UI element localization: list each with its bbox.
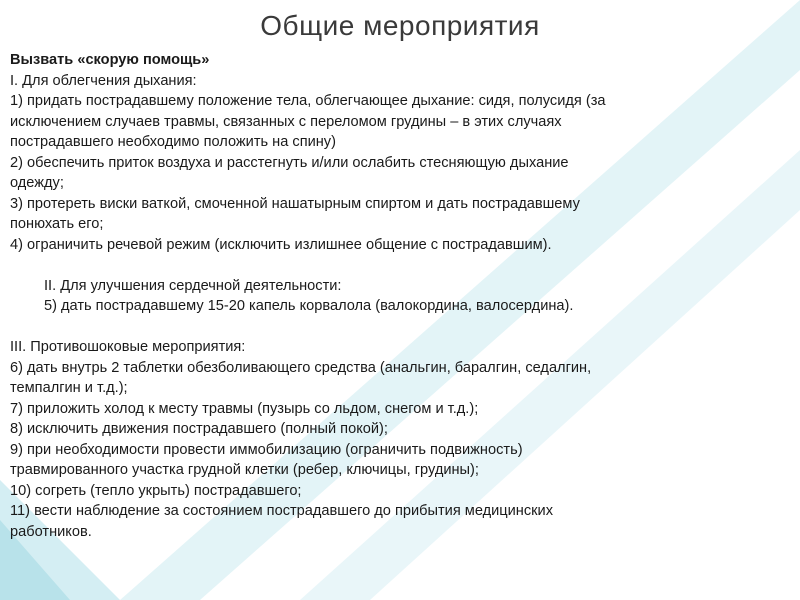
spacer (10, 255, 780, 276)
section-3-line: 8) исключить движения пострадавшего (полный покой); (10, 421, 388, 437)
section-1-line: 1) придать пострадавшему положение тела, облегчающее дыхание: сидя, полусидя (за (10, 93, 606, 109)
section-1-line: одежду; (10, 175, 64, 191)
section-3-heading: III. Противошоковые мероприятия: (10, 339, 246, 355)
section-1-line: исключением случаев травмы, связанных с переломом грудины – в этих случаях (10, 113, 562, 130)
spacer (10, 317, 780, 338)
page-title: Общие мероприятия (260, 10, 540, 41)
content-body (10, 50, 780, 542)
section-3-line: темпалгин и т.д.); (10, 380, 128, 396)
section-3-line: 6) дать внутрь 2 таблетки обезболивающего средства (анальгин, баралгин, седалгин, (10, 359, 592, 376)
section-3-line: 11) вести наблюдение за состоянием пострадавшего до прибытия медицинских (10, 503, 553, 519)
section-1-line: 2) обеспечить приток воздуха и расстегнуть и/или ослабить стесняющую дыхание (10, 154, 569, 171)
section-1-line: 4) ограничить речевой режим (исключить излишнее общение с пострадавшим). (10, 236, 552, 253)
section-2-line: 5) дать пострадавшему 15-20 капель корвалола (валокордина, валосердина). (44, 298, 574, 314)
section-3-line: 7) приложить холод к месту травмы (пузырь со льдом, снегом и т.д.); (10, 400, 479, 417)
section-3-line: 9) при необходимости провести иммобилизацию (ограничить подвижность) (10, 441, 523, 458)
section-3-line: работников. (10, 523, 92, 540)
section-3-line: травмированного участка грудной клетки (ребер, ключицы, грудины); (10, 462, 479, 478)
section-3-line: 10) согреть (тепло укрыть) пострадавшего; (10, 482, 302, 499)
section-1-line: понюхать его; (10, 216, 104, 232)
section-1-line: пострадавшего необходимо положить на спину) (10, 134, 336, 150)
section-1-heading: I. Для облегчения дыхания: (10, 72, 197, 89)
section-1-line: 3) протереть виски ваткой, смоченной нашатырным спиртом и дать пострадавшему (10, 195, 580, 212)
section-2-heading: II. Для улучшения сердечной деятельности: (44, 277, 342, 294)
call-ambulance-line: Вызвать «скорую помощь» (10, 52, 210, 68)
